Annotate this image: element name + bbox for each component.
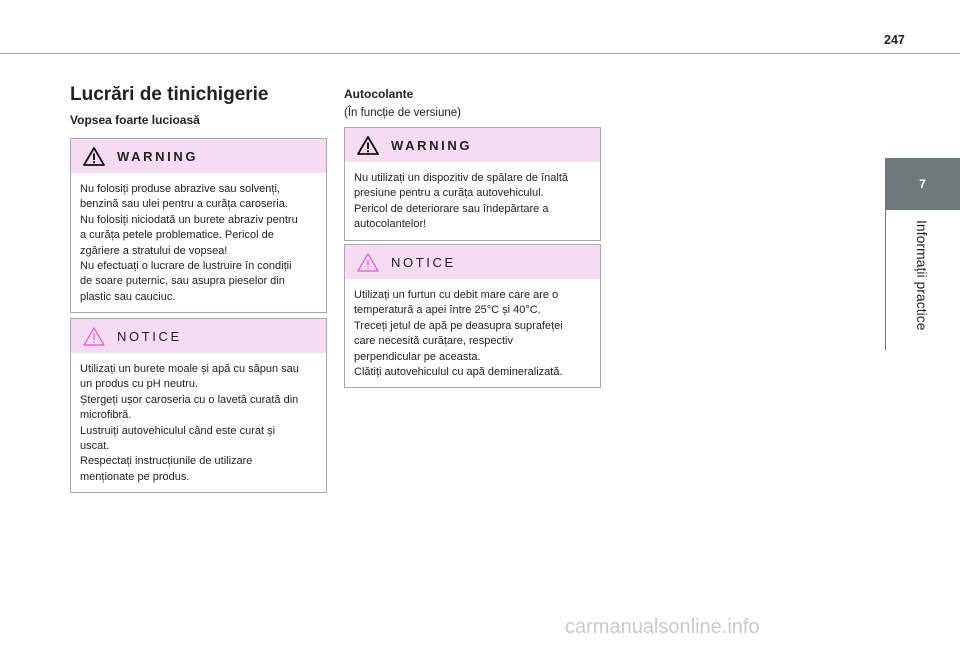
notice-triangle-icon <box>357 253 379 272</box>
text-line: microfibră. <box>80 409 132 422</box>
warning-triangle-icon <box>357 136 379 155</box>
section-title: Lucrări de tinichigerie <box>70 84 269 105</box>
warning-box-stickers <box>344 127 601 241</box>
text-line: Ștergeți ușor caroseria cu o lavetă curată din <box>80 393 299 406</box>
text-line: Utilizați un furtun cu debit mare care are o <box>354 289 559 301</box>
text-line: menționate pe produs. <box>80 470 190 483</box>
text-line: Treceți jetul de apă pe deasupra suprafeței <box>354 319 563 332</box>
warning-header <box>345 128 600 162</box>
text-line: temperatură a apei între 25°C și 40°C. <box>354 304 541 317</box>
notice-body <box>71 353 326 492</box>
notice-box-paint <box>70 318 327 493</box>
text-line: Nu folosiți niciodată un burete abraziv pentru <box>80 213 298 226</box>
warning-triangle-icon <box>83 147 105 166</box>
text-line: care necesită curățare, respectiv <box>354 335 513 348</box>
chapter-label: Informații practice <box>914 220 930 331</box>
notice-box-stickers <box>344 244 601 388</box>
warning-header <box>71 139 326 173</box>
notice-header <box>71 319 326 353</box>
notice-title: NOTICE <box>117 328 182 344</box>
notice-header <box>345 245 600 279</box>
text-line: perpendicular pe aceasta. <box>354 350 481 363</box>
text-line: Utilizați un burete moale și apă cu săpun sau <box>80 363 299 375</box>
text-line: Clătiți autovehiculul cu apă demineralizată. <box>354 366 563 379</box>
chapter-tab[interactable] <box>885 158 960 210</box>
watermark: carmanualsonline.info <box>565 616 760 638</box>
text-line: Nu utilizați un dispozitiv de spălare de înaltă <box>354 172 569 184</box>
section-subtitle: Vopsea foarte lucioasă <box>70 113 200 127</box>
notice-title: NOTICE <box>391 254 456 270</box>
warning-body <box>345 162 600 240</box>
top-rule <box>0 53 960 54</box>
text-line: presiune pentru a curăța autovehiculul. <box>354 187 544 200</box>
warning-box-paint <box>70 138 327 313</box>
warning-title: WARNING <box>117 148 199 164</box>
text-line: plastic sau cauciuc. <box>80 290 176 303</box>
version-note: (În funcție de versiune) <box>344 107 461 119</box>
page-number: 247 <box>884 33 905 47</box>
text-line: Lustruiți autovehiculul când este curat și <box>80 424 276 437</box>
chapter-label-tab <box>885 210 960 350</box>
notice-triangle-icon <box>83 327 105 346</box>
stickers-title: Autocolante <box>344 87 414 101</box>
text-line: uscat. <box>80 440 110 453</box>
text-line: a curăța petele problematice. Pericol de <box>80 229 274 242</box>
notice-body <box>345 279 600 387</box>
text-line: benzină sau ulei pentru a curăța caroseria. <box>80 198 288 211</box>
text-line: Respectați instrucțiunile de utilizare <box>80 455 253 468</box>
text-line: autocolantelor! <box>354 218 427 231</box>
text-line: de soare puternic, sau asupra pieselor din <box>80 275 285 288</box>
warning-body <box>71 173 326 312</box>
chapter-number: 7 <box>919 177 926 191</box>
text-line: zgâriere a stratului de vopsea! <box>80 244 228 257</box>
text-line: un produs cu pH neutru. <box>80 378 199 391</box>
text-line: Nu efectuați o lucrare de lustruire în condiții <box>80 260 292 273</box>
text-line: Pericol de deteriorare sau îndepărtare a <box>354 202 549 215</box>
warning-title: WARNING <box>391 137 473 153</box>
text-line: Nu folosiți produse abrazive sau solvenți, <box>80 183 280 195</box>
